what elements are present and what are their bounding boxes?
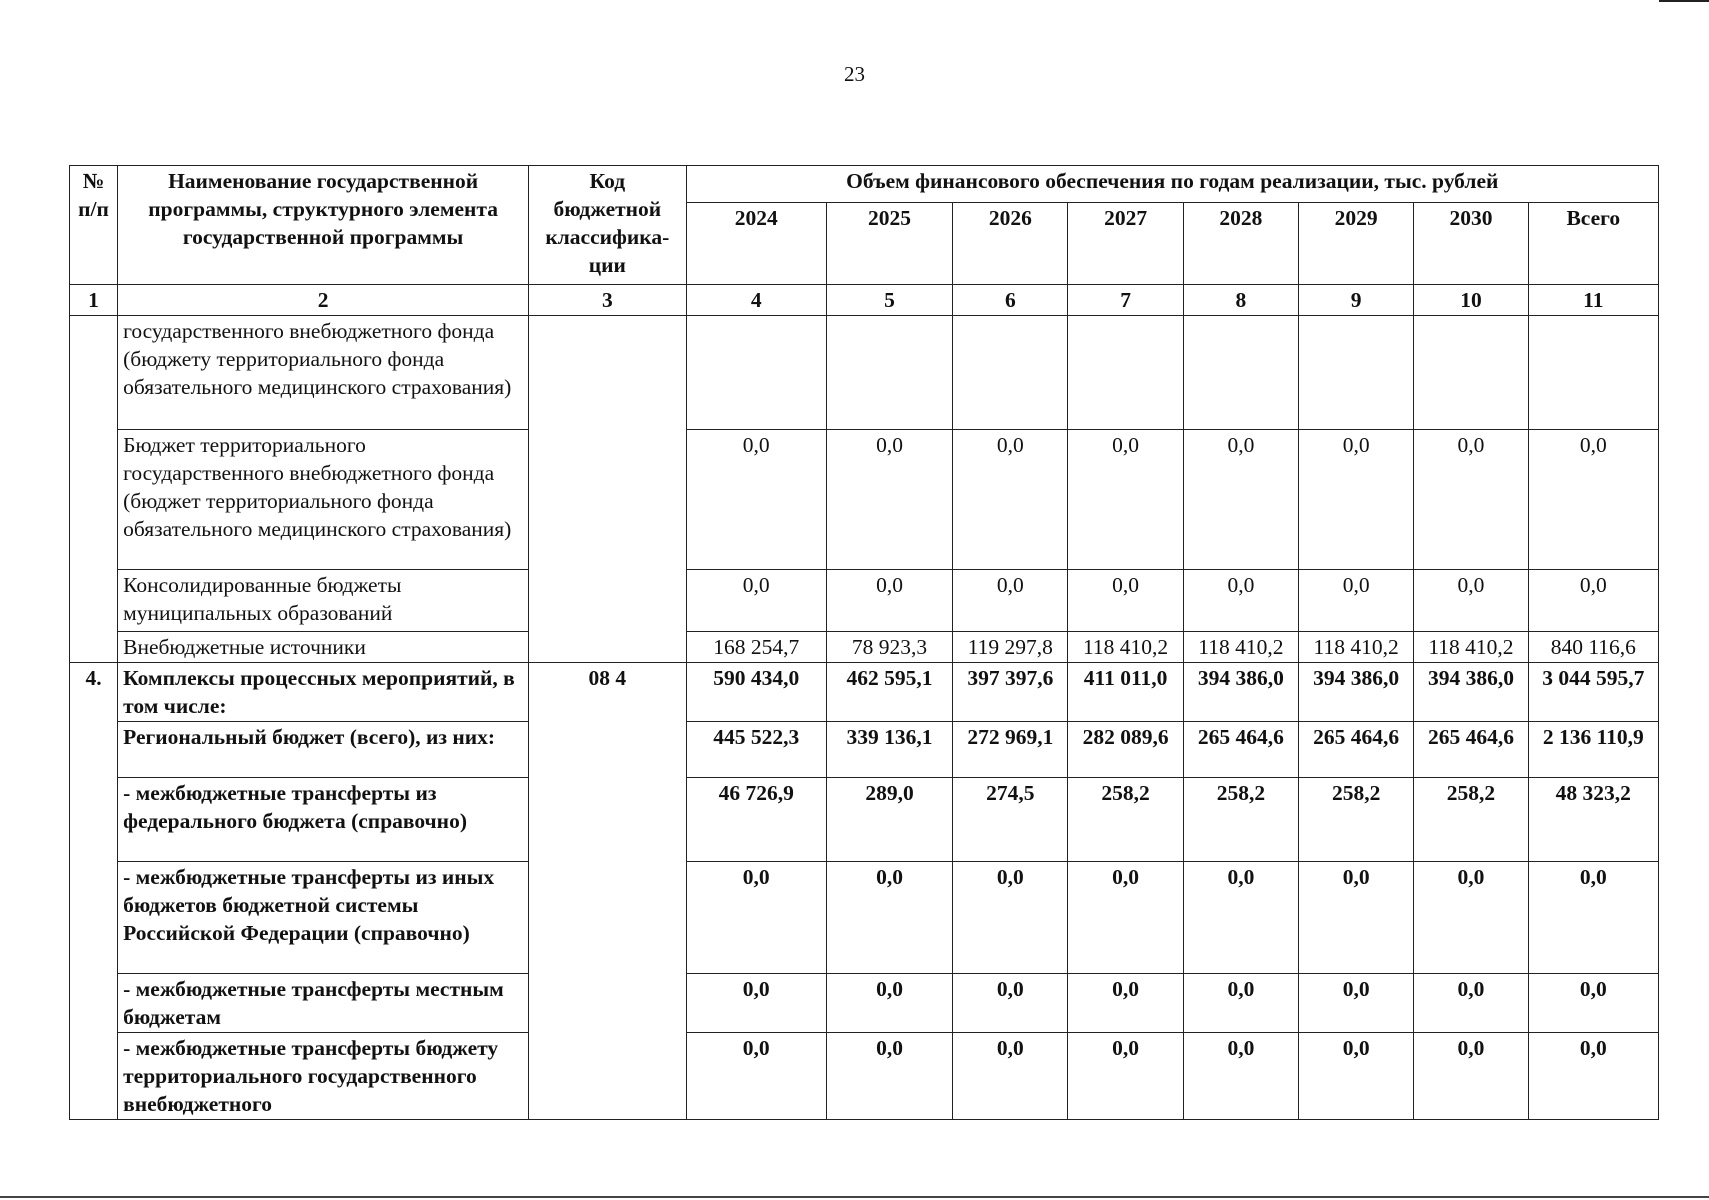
row-value: 462 595,1 bbox=[826, 663, 952, 722]
row-value: 0,0 bbox=[1068, 570, 1183, 632]
bottom-edge-rule bbox=[0, 1196, 1709, 1198]
column-number: 4 bbox=[686, 285, 826, 316]
row-value: 258,2 bbox=[1299, 778, 1414, 862]
page-number: 23 bbox=[844, 62, 865, 86]
header-year: 2025 bbox=[826, 203, 952, 285]
row-value: 0,0 bbox=[1068, 862, 1183, 974]
row-budget-code bbox=[529, 778, 686, 862]
header-year: 2029 bbox=[1299, 203, 1414, 285]
row-value: 118 410,2 bbox=[1299, 632, 1414, 663]
row-value: 0,0 bbox=[1414, 974, 1528, 1033]
table-row bbox=[70, 778, 1659, 862]
row-value: 274,5 bbox=[953, 778, 1068, 862]
row-value: 265 464,6 bbox=[1299, 722, 1414, 778]
header-year: 2030 bbox=[1414, 203, 1528, 285]
row-name: государственного внебюджетного фонда (бюджету территориального фонда обязательного медицинского страхования) bbox=[118, 316, 529, 430]
column-number: 10 bbox=[1414, 285, 1528, 316]
row-budget-code bbox=[529, 316, 686, 430]
row-budget-code bbox=[529, 570, 686, 632]
row-value: 0,0 bbox=[1528, 570, 1658, 632]
table-row bbox=[70, 1033, 1659, 1120]
table-body bbox=[70, 316, 1659, 1120]
row-value: 0,0 bbox=[1183, 430, 1298, 570]
row-value: 265 464,6 bbox=[1414, 722, 1528, 778]
header-code: Код бюджетной классифика-ции bbox=[529, 166, 686, 285]
row-value bbox=[1183, 316, 1298, 430]
table-row bbox=[70, 316, 1659, 430]
row-value: 0,0 bbox=[686, 974, 826, 1033]
table-row bbox=[70, 430, 1659, 570]
row-number bbox=[70, 1033, 118, 1120]
row-value: 0,0 bbox=[1299, 570, 1414, 632]
row-value: 0,0 bbox=[1068, 1033, 1183, 1120]
row-value bbox=[1068, 316, 1183, 430]
row-name: Консолидированные бюджеты муниципальных образований bbox=[118, 570, 529, 632]
row-value: 0,0 bbox=[1299, 430, 1414, 570]
row-budget-code bbox=[529, 430, 686, 570]
row-value: 0,0 bbox=[1068, 430, 1183, 570]
column-number: 1 bbox=[70, 285, 118, 316]
row-value: 0,0 bbox=[1299, 862, 1414, 974]
row-number bbox=[70, 570, 118, 632]
row-budget-code: 08 4 bbox=[529, 663, 686, 722]
row-value: 394 386,0 bbox=[1183, 663, 1298, 722]
row-value: 0,0 bbox=[686, 570, 826, 632]
row-name: - межбюджетные трансферты из федерального бюджета (справочно) bbox=[118, 778, 529, 862]
column-number: 8 bbox=[1183, 285, 1298, 316]
row-number bbox=[70, 778, 118, 862]
row-value: 168 254,7 bbox=[686, 632, 826, 663]
row-value bbox=[686, 316, 826, 430]
row-value bbox=[1528, 316, 1658, 430]
row-value: 3 044 595,7 bbox=[1528, 663, 1658, 722]
row-number bbox=[70, 862, 118, 974]
table-row bbox=[70, 974, 1659, 1033]
header-volume: Объем финансового обеспечения по годам реализации, тыс. рублей bbox=[686, 166, 1658, 203]
row-number bbox=[70, 974, 118, 1033]
header-name: Наименование государственной программы, структурного элемента государственной программы bbox=[118, 166, 529, 285]
row-value: 0,0 bbox=[826, 570, 952, 632]
table-row bbox=[70, 862, 1659, 974]
column-number: 6 bbox=[953, 285, 1068, 316]
row-value: 0,0 bbox=[1299, 974, 1414, 1033]
row-value: 78 923,3 bbox=[826, 632, 952, 663]
row-value: 0,0 bbox=[1068, 974, 1183, 1033]
financing-table bbox=[69, 165, 1659, 1120]
table-row bbox=[70, 632, 1659, 663]
row-value: 118 410,2 bbox=[1068, 632, 1183, 663]
row-value bbox=[826, 316, 952, 430]
row-value: 445 522,3 bbox=[686, 722, 826, 778]
column-number: 3 bbox=[529, 285, 686, 316]
row-value: 0,0 bbox=[1414, 1033, 1528, 1120]
column-number: 11 bbox=[1528, 285, 1658, 316]
row-value: 0,0 bbox=[1528, 430, 1658, 570]
row-value: 590 434,0 bbox=[686, 663, 826, 722]
header-num: № п/п bbox=[70, 166, 118, 285]
row-value: 289,0 bbox=[826, 778, 952, 862]
row-value: 0,0 bbox=[1183, 570, 1298, 632]
row-name: - межбюджетные трансферты из иных бюджетов бюджетной системы Российской Федерации (справочно) bbox=[118, 862, 529, 974]
row-value: 0,0 bbox=[1528, 974, 1658, 1033]
row-value: 0,0 bbox=[953, 862, 1068, 974]
table-row bbox=[70, 663, 1659, 722]
row-value: 46 726,9 bbox=[686, 778, 826, 862]
row-budget-code bbox=[529, 862, 686, 974]
row-value bbox=[1299, 316, 1414, 430]
row-value bbox=[953, 316, 1068, 430]
row-name: Внебюджетные источники bbox=[118, 632, 529, 663]
row-value: 339 136,1 bbox=[826, 722, 952, 778]
row-value: 0,0 bbox=[1528, 862, 1658, 974]
header-year: 2024 bbox=[686, 203, 826, 285]
row-value: 840 116,6 bbox=[1528, 632, 1658, 663]
header-year: 2027 bbox=[1068, 203, 1183, 285]
row-value: 0,0 bbox=[953, 570, 1068, 632]
row-value: 258,2 bbox=[1414, 778, 1528, 862]
header-year: 2028 bbox=[1183, 203, 1298, 285]
row-value: 0,0 bbox=[953, 430, 1068, 570]
column-numbers-row bbox=[70, 285, 1659, 316]
row-value: 0,0 bbox=[686, 1033, 826, 1120]
row-value: 0,0 bbox=[953, 974, 1068, 1033]
column-number: 2 bbox=[118, 285, 529, 316]
row-value: 118 410,2 bbox=[1183, 632, 1298, 663]
row-number: 4. bbox=[70, 663, 118, 722]
row-value: 0,0 bbox=[686, 430, 826, 570]
row-value: 0,0 bbox=[686, 862, 826, 974]
row-value: 394 386,0 bbox=[1414, 663, 1528, 722]
row-value: 258,2 bbox=[1183, 778, 1298, 862]
row-budget-code bbox=[529, 632, 686, 663]
row-value: 0,0 bbox=[1299, 1033, 1414, 1120]
row-value: 0,0 bbox=[1414, 862, 1528, 974]
column-number: 9 bbox=[1299, 285, 1414, 316]
row-value: 119 297,8 bbox=[953, 632, 1068, 663]
row-value: 0,0 bbox=[826, 862, 952, 974]
top-edge-rule bbox=[1659, 0, 1709, 2]
row-value: 282 089,6 bbox=[1068, 722, 1183, 778]
row-value bbox=[1414, 316, 1528, 430]
row-value: 0,0 bbox=[1183, 974, 1298, 1033]
column-number: 5 bbox=[826, 285, 952, 316]
header-row-1 bbox=[70, 166, 1659, 203]
row-number bbox=[70, 722, 118, 778]
row-value: 0,0 bbox=[1414, 570, 1528, 632]
row-value: 2 136 110,9 bbox=[1528, 722, 1658, 778]
row-value: 397 397,6 bbox=[953, 663, 1068, 722]
row-budget-code bbox=[529, 974, 686, 1033]
row-value: 0,0 bbox=[1528, 1033, 1658, 1120]
row-value: 0,0 bbox=[1414, 430, 1528, 570]
table-row bbox=[70, 570, 1659, 632]
header-year: 2026 bbox=[953, 203, 1068, 285]
header-year: Всего bbox=[1528, 203, 1658, 285]
row-name: Бюджет территориального государственного внебюджетного фонда (бюджет территориального фонда обязательного медицинского страхования) bbox=[118, 430, 529, 570]
table-row bbox=[70, 722, 1659, 778]
row-value: 394 386,0 bbox=[1299, 663, 1414, 722]
row-value: 0,0 bbox=[826, 430, 952, 570]
row-value: 0,0 bbox=[826, 1033, 952, 1120]
row-name: - межбюджетные трансферты местным бюджетам bbox=[118, 974, 529, 1033]
row-value: 0,0 bbox=[953, 1033, 1068, 1120]
row-value: 258,2 bbox=[1068, 778, 1183, 862]
row-value: 0,0 bbox=[1183, 1033, 1298, 1120]
row-number bbox=[70, 632, 118, 663]
row-number bbox=[70, 316, 118, 430]
row-name: Региональный бюджет (всего), из них: bbox=[118, 722, 529, 778]
row-value: 411 011,0 bbox=[1068, 663, 1183, 722]
row-budget-code bbox=[529, 1033, 686, 1120]
row-name: - межбюджетные трансферты бюджету территориального государственного внебюджетного bbox=[118, 1033, 529, 1120]
row-name: Комплексы процессных мероприятий, в том числе: bbox=[118, 663, 529, 722]
row-budget-code bbox=[529, 722, 686, 778]
column-number: 7 bbox=[1068, 285, 1183, 316]
row-value: 272 969,1 bbox=[953, 722, 1068, 778]
row-value: 118 410,2 bbox=[1414, 632, 1528, 663]
row-number bbox=[70, 430, 118, 570]
row-value: 0,0 bbox=[826, 974, 952, 1033]
row-value: 265 464,6 bbox=[1183, 722, 1298, 778]
row-value: 0,0 bbox=[1183, 862, 1298, 974]
row-value: 48 323,2 bbox=[1528, 778, 1658, 862]
